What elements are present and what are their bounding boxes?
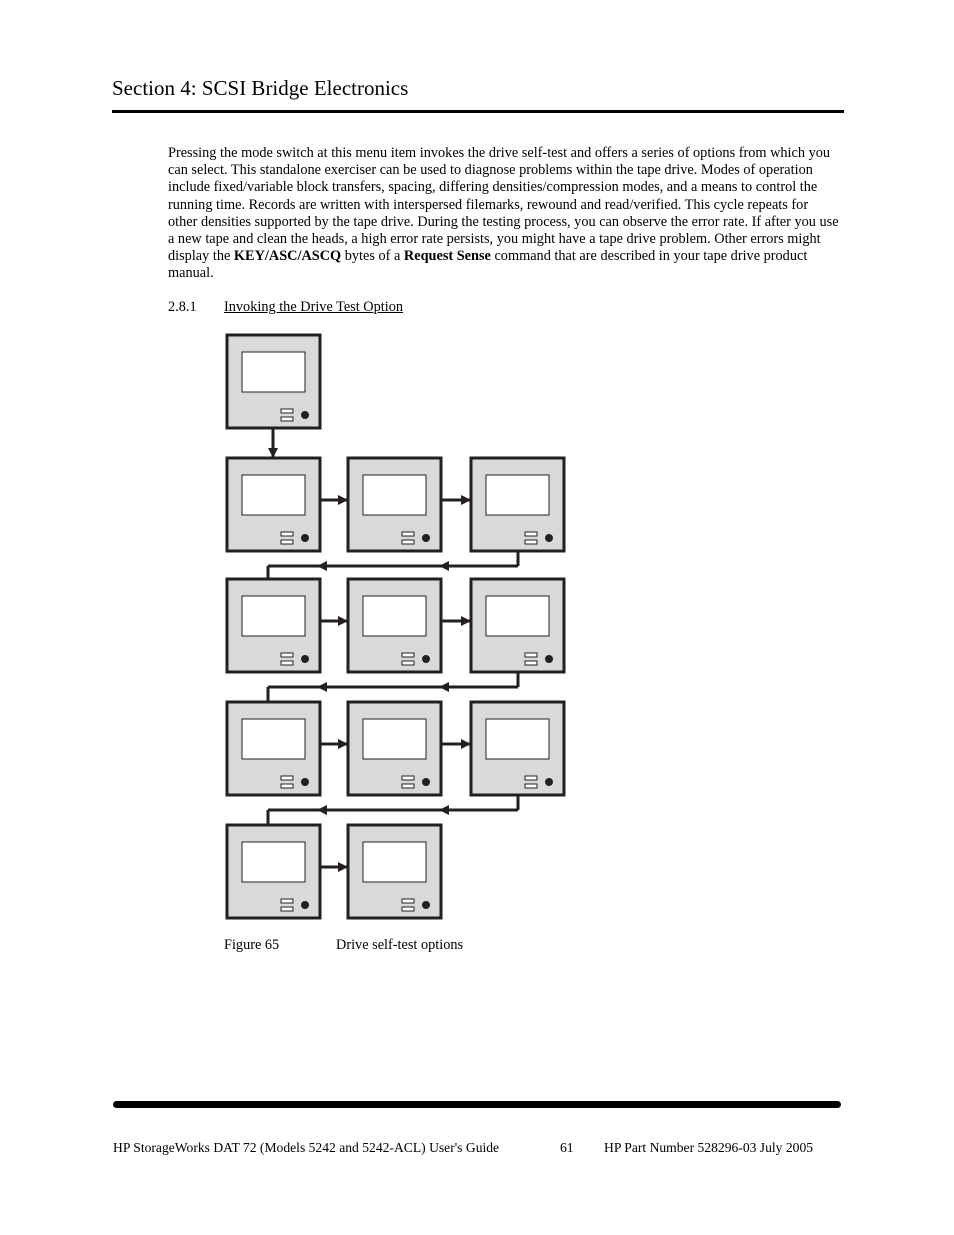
drive-panel	[227, 335, 320, 428]
panel-led-upper	[525, 532, 537, 536]
panel-led-lower	[402, 907, 414, 911]
body-text-part-3: command that are described in your tape drive product manual.	[168, 248, 808, 282]
panel-group	[227, 335, 564, 918]
panel-led-upper	[281, 776, 293, 780]
panel-led-lower	[281, 784, 293, 788]
panel-mode-button	[301, 901, 309, 909]
body-bold-request-sense: Request Sense	[403, 248, 491, 265]
drive-panel	[471, 702, 564, 795]
page-section-title: Section 4: SCSI Bridge Electronics	[112, 76, 409, 100]
footer-document-title: HP StorageWorks DAT 72 (Models 5242 and 5242-ACL) User's Guide	[113, 1140, 500, 1155]
panel-mode-button	[545, 534, 553, 542]
panel-display	[363, 596, 426, 636]
panel-display	[242, 719, 305, 759]
panel-led-upper	[402, 653, 414, 657]
footer-rule	[113, 1101, 841, 1108]
panel-led-upper	[281, 653, 293, 657]
panel-mode-button	[301, 778, 309, 786]
panel-led-upper	[402, 776, 414, 780]
drive-panel	[227, 458, 320, 551]
panel-mode-button	[422, 534, 430, 542]
panel-mode-button	[301, 655, 309, 663]
panel-display	[363, 719, 426, 759]
drive-panel	[348, 579, 441, 672]
panel-mode-button	[545, 778, 553, 786]
panel-display	[486, 596, 549, 636]
subsection-title: Invoking the Drive Test Option	[224, 299, 404, 315]
drive-panel	[227, 825, 320, 918]
drive-panel	[227, 702, 320, 795]
drive-panel	[348, 702, 441, 795]
panel-led-upper	[402, 532, 414, 536]
panel-led-upper	[525, 776, 537, 780]
panel-led-upper	[281, 532, 293, 536]
panel-led-lower	[281, 540, 293, 544]
panel-led-lower	[525, 661, 537, 665]
panel-led-lower	[281, 661, 293, 665]
panel-mode-button	[422, 655, 430, 663]
figure-caption-text: Drive self-test options	[336, 937, 464, 953]
panel-display	[363, 842, 426, 882]
panel-led-upper	[525, 653, 537, 657]
panel-display	[242, 596, 305, 636]
footer-part-number: HP Part Number 528296-03 July 2005	[604, 1140, 814, 1155]
panel-display	[486, 475, 549, 515]
body-text-part-1: Pressing the mode switch at this menu item invokes the drive self-test and offers a series of options from which you can select. This standalone exerciser can be used to diagnose problems within the tape drive. Modes of operation include fixed/variable block transfers, spacing, differing densities/compression modes, and a means to control the running time. Records are written with interspersed filemarks, rewound and read/verified. This cycle repeats for other densities supported by the tape drive. During the testing process, you can observe the error rate. If after you use a new tape and clean the heads, a high error rate persists, you might have a tape drive problem. Other errors might display the	[168, 145, 839, 265]
panel-led-lower	[402, 784, 414, 788]
panel-display	[242, 352, 305, 392]
panel-display	[363, 475, 426, 515]
panel-mode-button	[301, 534, 309, 542]
panel-display	[242, 842, 305, 882]
panel-led-upper	[281, 409, 293, 413]
drive-panel	[471, 579, 564, 672]
drive-panel	[471, 458, 564, 551]
figure-label: Figure 65	[224, 937, 280, 953]
panel-display	[486, 719, 549, 759]
panel-led-lower	[281, 907, 293, 911]
panel-mode-button	[545, 655, 553, 663]
panel-mode-button	[301, 411, 309, 419]
panel-led-lower	[525, 540, 537, 544]
panel-led-upper	[281, 899, 293, 903]
drive-panel	[227, 579, 320, 672]
panel-mode-button	[422, 778, 430, 786]
panel-led-lower	[402, 661, 414, 665]
panel-led-lower	[525, 784, 537, 788]
subsection-number: 2.8.1	[168, 299, 197, 315]
panel-mode-button	[422, 901, 430, 909]
figure-caption	[224, 937, 463, 954]
panel-led-lower	[281, 417, 293, 421]
footer-page-number: 61	[560, 1140, 574, 1155]
body-text-part-2: bytes of a	[341, 248, 404, 265]
panel-led-lower	[402, 540, 414, 544]
body-bold-key-asc-ascq: KEY/ASC/ASCQ	[233, 248, 342, 265]
drive-panel	[348, 825, 441, 918]
panel-display	[242, 475, 305, 515]
panel-led-upper	[402, 899, 414, 903]
drive-panel	[348, 458, 441, 551]
